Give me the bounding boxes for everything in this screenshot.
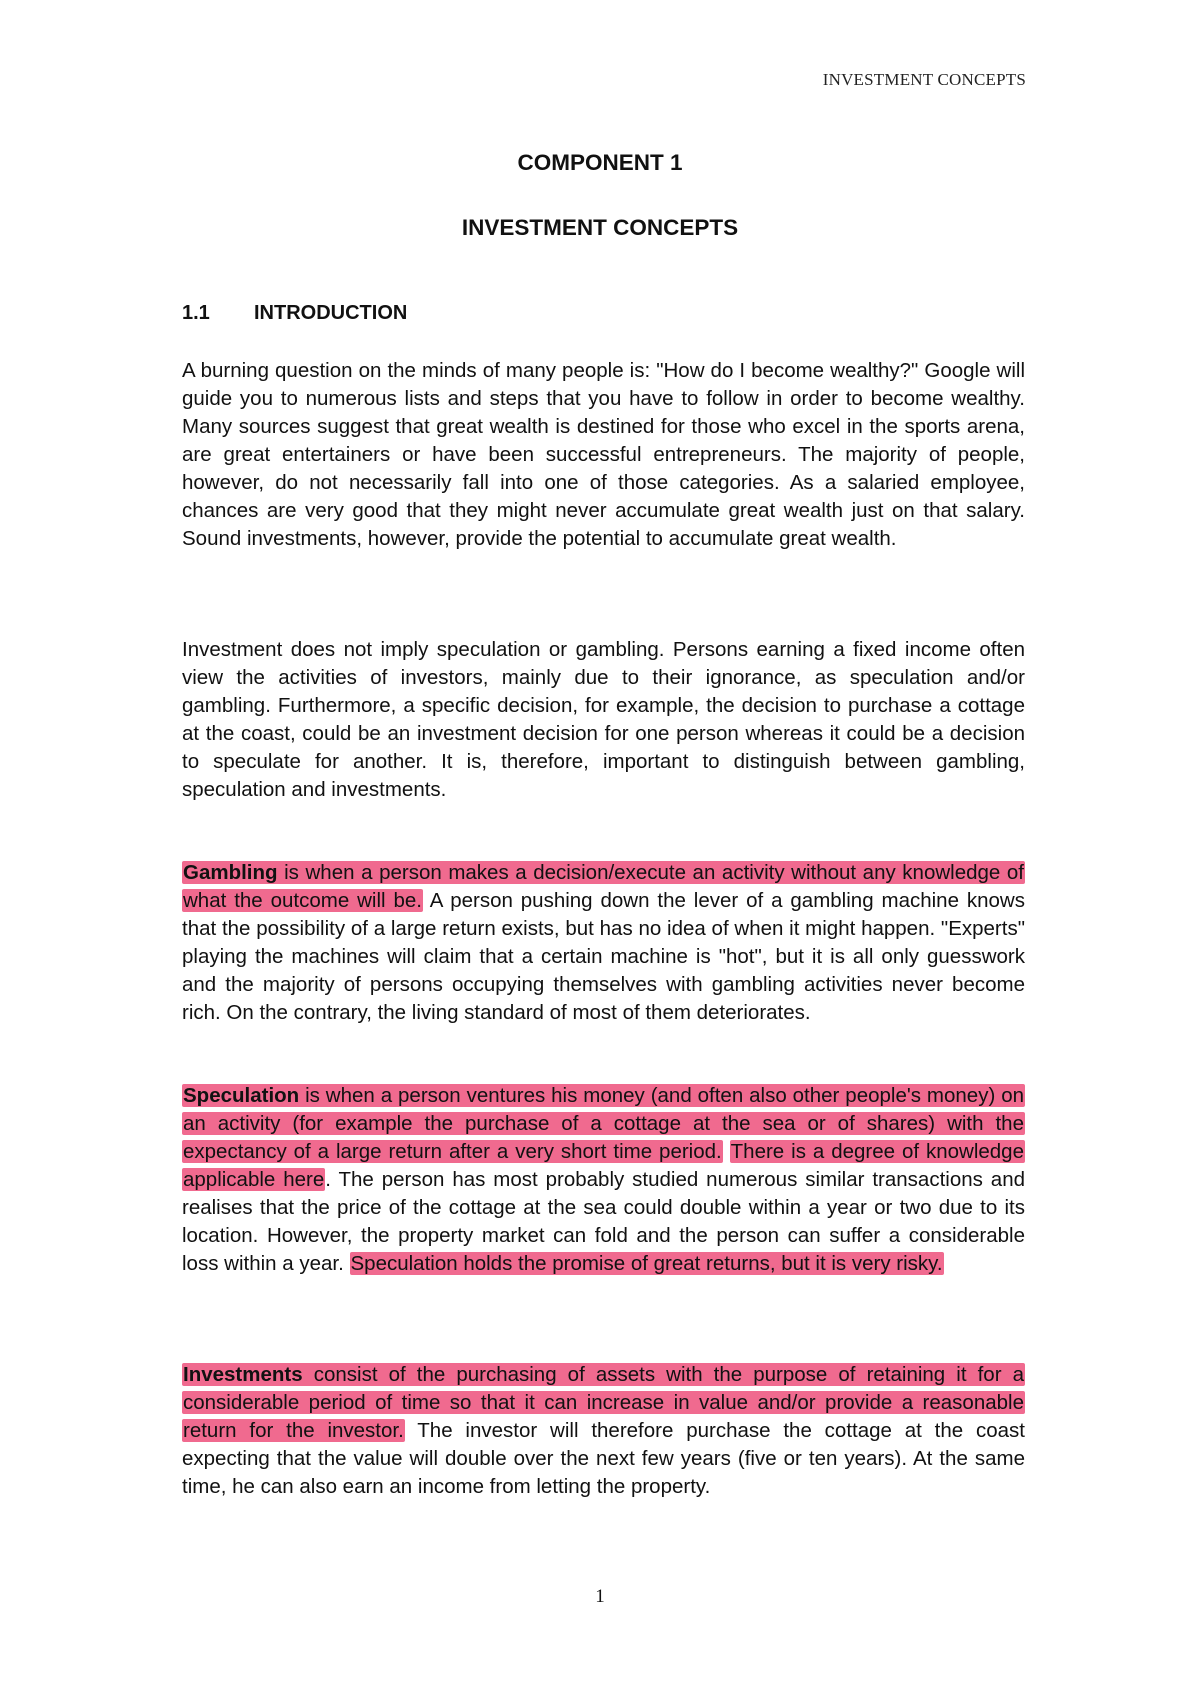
investments-explanation: The investor will therefore purchase the cottage at the coast expecting that the value will double over the next few years (five or ten years). At the same time, he can also earn an income from letting the property. xyxy=(182,1419,1025,1498)
speculation-definition: is when a person ventures his money (and often also other people's money) on an activity (for example the purchase of a cottage at the sea or of shares) with the expectancy of a large return after a very short time period. xyxy=(183,1084,1024,1163)
gambling-term: Gambling xyxy=(183,861,278,884)
section-title: INTRODUCTION xyxy=(254,302,408,324)
investment-vs-speculation-paragraph: Investment does not imply speculation or gambling. Persons earning a fixed income often view the activities of investors, mainly due to their ignorance, as speculation and/or gambling. Furthermore, a specific decision, for example, the decision to purchase a cottage at the coast, could be an investment decision for one person whereas it could be a decision to speculate for another. It is, therefore, important to distinguish between gambling, speculation and investments. xyxy=(182,638,1025,801)
page-number: 1 xyxy=(595,1586,605,1607)
main-title: INVESTMENT CONCEPTS xyxy=(461,215,739,240)
investments-term: Investments xyxy=(183,1363,303,1386)
gambling-paragraph xyxy=(182,859,1025,1027)
running-header: INVESTMENT CONCEPTS xyxy=(822,70,1026,89)
speculation-knowledge-highlight: There is a degree of knowledge applicable here xyxy=(183,1140,1024,1191)
section-number: 1.1 xyxy=(182,302,210,324)
speculation-risk-highlight: Speculation holds the promise of great returns, but it is very risky. xyxy=(350,1252,943,1275)
speculation-explanation: . The person has most probably studied numerous similar transactions and realises that the price of the cottage at the sea could double within a year or two due to its location. However, the property market can fold and the person can suffer a considerable loss within a year. xyxy=(182,1168,1025,1275)
section-heading xyxy=(182,302,407,325)
investments-definition: consist of the purchasing of assets with the purpose of retaining it for a considerable period of time so that it can increase in value and/or provide a reasonable return for the investor. xyxy=(183,1363,1024,1442)
investments-paragraph xyxy=(182,1361,1025,1501)
gambling-explanation: A person pushing down the lever of a gambling machine knows that the possibility of a large return exists, but has no idea of when it might happen. "Experts" playing the machines will claim that a certain machine is "hot", but it is all only guesswork and the majority of persons occupying themselves with gambling activities never become rich. On the contrary, the living standard of most of them deteriorates. xyxy=(182,889,1025,1024)
component-title: COMPONENT 1 xyxy=(517,150,683,175)
gambling-definition: is when a person makes a decision/execute an activity without any knowledge of what the outcome will be. xyxy=(183,861,1024,912)
intro-paragraph: A burning question on the minds of many people is: "How do I become wealthy?" Google will guide you to numerous lists and steps that you have to follow in order to become wealthy. Many sources suggest that great wealth is destined for those who excel in the sports arena, are great entertainers or have been successful entrepreneurs. The majority of people, however, do not necessarily fall into one of those categories. As a salaried employee, chances are very good that they might never accumulate great wealth just on that salary. Sound investments, however, provide the potential to accumulate great wealth. xyxy=(182,359,1025,550)
speculation-term: Speculation xyxy=(183,1084,300,1107)
speculation-paragraph xyxy=(182,1082,1025,1278)
